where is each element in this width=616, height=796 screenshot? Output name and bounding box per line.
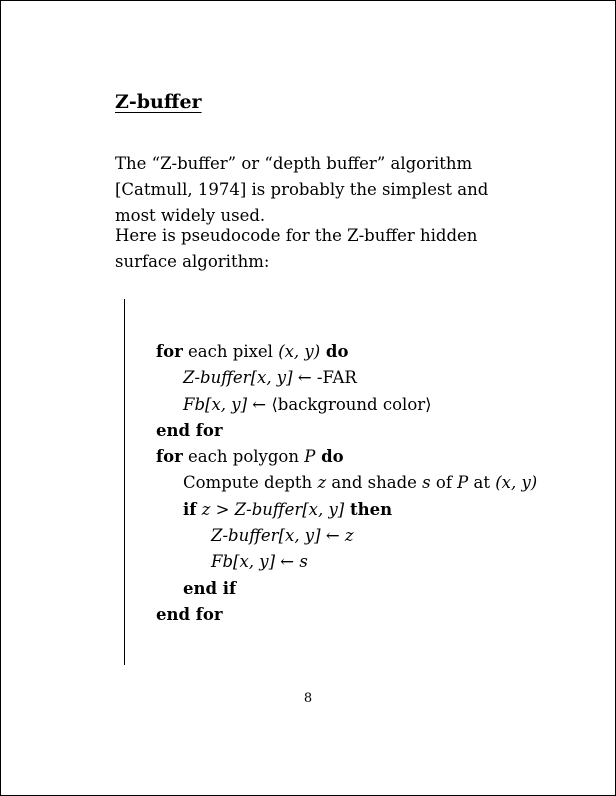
code-text: Compute depth xyxy=(183,473,318,493)
code-index: [x, y] xyxy=(302,499,345,519)
code-line-update-zbuffer xyxy=(156,523,537,549)
page-number: 8 xyxy=(303,691,313,706)
code-index: [x, y] xyxy=(205,394,248,414)
code-line-init-zbuffer xyxy=(156,365,537,391)
code-variable: Z-buffer xyxy=(183,368,251,388)
code-index: [x, y] xyxy=(250,368,293,388)
pseudocode-intro-paragraph: Here is pseudocode for the Z-buffer hidden surface algorithm: xyxy=(115,226,478,271)
keyword-end-for: end for xyxy=(156,420,223,440)
intro-paragraph: The “Z-buffer” or “depth buffer” algorithm [Catmull, 1974] is probably the simplest and most widely used. xyxy=(115,154,489,225)
keyword-end-for: end for xyxy=(156,604,223,624)
code-line-end-if xyxy=(156,576,537,602)
keyword-do: do xyxy=(320,342,349,361)
code-value: z xyxy=(344,526,354,546)
pseudocode-block xyxy=(156,339,537,628)
code-text: at xyxy=(468,473,496,493)
code-variable: z xyxy=(317,473,327,493)
code-text: of xyxy=(430,473,458,493)
code-variable: s xyxy=(422,473,431,493)
keyword-do: do xyxy=(315,447,344,467)
code-line-compute-depth xyxy=(156,470,537,496)
keyword-then: then xyxy=(344,499,393,519)
assign-arrow: ← xyxy=(247,394,272,414)
code-line-init-framebuffer xyxy=(156,392,537,418)
code-value: ⟨background color⟩ xyxy=(271,394,432,414)
keyword-for: for xyxy=(156,342,183,361)
assign-arrow: ← xyxy=(275,552,300,572)
code-variable: (x, y) xyxy=(495,473,538,493)
assign-arrow: ← xyxy=(292,368,317,388)
code-line-update-framebuffer xyxy=(156,549,537,575)
code-variable: Z-buffer xyxy=(234,499,303,519)
code-line-end-for-2 xyxy=(156,602,537,628)
keyword-end-if: end if xyxy=(183,578,237,598)
code-index: [x, y] xyxy=(233,552,276,572)
code-variable: z xyxy=(196,499,211,519)
code-text: and shade xyxy=(326,473,423,493)
operator-greater: > xyxy=(210,499,235,519)
assign-arrow: ← xyxy=(320,526,345,546)
code-text: each pixel xyxy=(182,342,279,361)
code-variable: Z-buffer xyxy=(211,526,279,546)
code-line-for-each-pixel xyxy=(156,339,537,365)
keyword-for: for xyxy=(156,447,183,467)
section-title: Z-buffer xyxy=(115,91,202,113)
code-line-end-for-1 xyxy=(156,418,537,444)
code-variable: (x, y) xyxy=(278,342,321,361)
code-line-if-condition xyxy=(156,497,537,523)
code-variable: P xyxy=(304,447,316,467)
code-variable: Fb xyxy=(211,552,234,572)
keyword-if: if xyxy=(183,499,197,519)
code-text: each polygon xyxy=(182,447,305,467)
code-variable: Fb xyxy=(183,394,206,414)
code-value: s xyxy=(299,552,308,572)
code-index: [x, y] xyxy=(278,526,321,546)
code-margin-rule xyxy=(124,299,125,665)
code-line-for-each-polygon xyxy=(156,444,537,470)
code-value: -FAR xyxy=(316,368,357,388)
code-variable: P xyxy=(457,473,469,493)
